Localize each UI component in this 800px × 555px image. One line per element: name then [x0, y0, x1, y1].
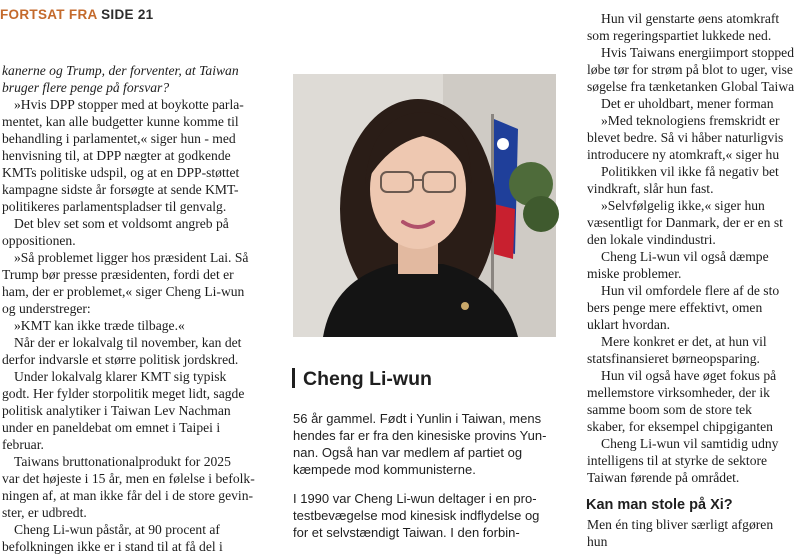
factbox-line: kæmpede mod kommunisterne.	[293, 462, 476, 477]
left-line: politisk analytiker i Taiwan Lev Nachman	[2, 403, 231, 418]
factbox-line: hendes far er fra den kinesiske provins Yun-	[293, 428, 547, 443]
portrait-illustration	[293, 74, 556, 337]
right-line: introducere ny atomkraft,« siger hu	[587, 147, 780, 162]
left-line: kampagne sidste år forsøgte at sende KMT-	[2, 182, 239, 197]
factbox-title-text: Cheng Li-wun	[303, 368, 432, 390]
right-line: uklart hvordan.	[587, 317, 671, 332]
left-line: politikeres parlamentspladser til genvalg.	[2, 199, 227, 214]
left-line: og understreger:	[2, 301, 91, 316]
right-line: den lokale vindindustri.	[587, 232, 716, 247]
left-line: »Hvis DPP stopper med at boykotte parla-	[14, 97, 244, 112]
factbox-line: testbevægelse mod kinesisk indflydelse og	[293, 508, 540, 523]
left-line: mentet, kan alle budgetter kunne komme til	[2, 114, 239, 129]
left-line: »Så problemet ligger hos præsident Lai. Så	[14, 250, 249, 265]
right-line: løbe tør for strøm på blot to uger, vise	[587, 62, 793, 77]
right-line: som regeringspartiet lukkede ned.	[587, 28, 772, 43]
right-line: Men én ting bliver særligt afgøren	[587, 517, 774, 532]
left-line: ster, er udbredt.	[2, 505, 87, 520]
left-line: henvisning til, at DPP nægter at godkende	[2, 148, 231, 163]
right-line: intelligens til at styrke de sektore	[587, 453, 768, 468]
right-line: Hun vil også have øget fokus på	[601, 368, 777, 383]
left-line: befolkningen ikke er i stand til at få del i	[2, 539, 223, 554]
right-line: Det er uholdbart, mener forman	[601, 96, 774, 111]
left-line: Når der er lokalvalg til november, kan det	[14, 335, 242, 350]
left-article-column	[0, 0, 275, 554]
left-line: Taiwans bruttonationalprodukt for 2025	[14, 454, 231, 469]
section-subheading: Kan man stole på Xi?	[586, 497, 733, 513]
left-line: Det blev set som et voldsomt angreb på	[14, 216, 229, 231]
right-line: skaber, for eksempel chipgiganten	[587, 419, 773, 434]
right-line: Cheng Li-wun vil også dæmpe	[601, 249, 769, 264]
right-line: bers penge mere effektivt, omen	[587, 300, 763, 315]
right-line: miske problemer.	[587, 266, 682, 281]
right-line: blevet bedre. Så vi håber naturligvis	[587, 130, 784, 145]
left-line: kanerne og Trump, der forventer, at Taiwan	[2, 63, 239, 78]
left-line: behandling i parlamentet,« siger hun - med	[2, 131, 236, 146]
title-bar	[292, 368, 295, 388]
right-line: Hvis Taiwans energiimport stopped	[601, 45, 794, 60]
factbox-line: 56 år gammel. Født i Yunlin i Taiwan, mens	[293, 411, 542, 426]
left-line: var det højeste i 15 år, men en følelse i befolk-	[2, 471, 255, 486]
kicker-continued: FORTSAT FRA	[0, 7, 98, 22]
left-line: ham, der er problemet,« siger Cheng Li-wun	[2, 284, 245, 299]
left-line: februar.	[2, 437, 44, 452]
right-article-column	[585, 0, 800, 549]
right-line: hun	[587, 534, 608, 549]
right-line: »Selvfølgelig ikke,« siger hun	[601, 198, 765, 213]
left-line: Cheng Li-wun påstår, at 90 procent af	[14, 522, 220, 537]
left-line: KMTs politiske udspil, og at en DPP-støttet	[2, 165, 240, 180]
right-line: Hun vil genstarte øens atomkraft	[601, 11, 780, 26]
left-line: oppositionen.	[2, 233, 76, 248]
left-line: Under lokalvalg klarer KMT sig typisk	[14, 369, 227, 384]
right-line: Cheng Li-wun vil samtidig udny	[601, 436, 779, 451]
left-line: ningen af, at man ikke får del i de store gevin-	[2, 488, 254, 503]
right-line: Taiwan førende på området.	[587, 470, 740, 485]
right-line: væsentligt for Danmark, der er en st	[587, 215, 783, 230]
left-line: derfor indvarsle et større politisk jordskred.	[2, 352, 239, 367]
right-line: samme boom som de store tek	[587, 402, 752, 417]
right-line: vindkraft, slår hun fast.	[587, 181, 714, 196]
right-line: Politikken vil ikke få negativ bet	[601, 164, 779, 179]
factbox-line: for et selvstændigt Taiwan. I den forbin-	[293, 525, 520, 540]
right-line: Mere konkret er det, at hun vil	[601, 334, 767, 349]
right-line: statsfinansieret børneopsparing.	[587, 351, 760, 366]
left-line: Trump bør presse præsidenten, fordi det er	[2, 267, 234, 282]
left-line: »KMT kan ikke træde tilbage.«	[14, 318, 185, 333]
kicker-page: SIDE 21	[101, 7, 154, 22]
portrait-photo	[293, 74, 556, 337]
left-line: godt. Her fylder storpolitik meget lidt, sagde	[2, 386, 245, 401]
left-line: under en paneldebat om emnet i Taipei i	[2, 420, 221, 435]
right-line: mellemstore virksomheder, der ik	[587, 385, 770, 400]
right-line: »Med teknologiens fremskridt er	[601, 113, 780, 128]
factbox-title	[292, 368, 432, 391]
factbox-line: nan. Også han var medlem af partiet og	[293, 445, 523, 460]
factbox-line: I 1990 var Cheng Li-wun deltager i en pro-	[293, 491, 537, 506]
right-line: Hun vil omfordele flere af de sto	[601, 283, 780, 298]
right-line: søgelse fra tænketanken Global Taiwa	[587, 79, 795, 94]
left-line: bruger flere penge på forsvar?	[2, 80, 170, 95]
